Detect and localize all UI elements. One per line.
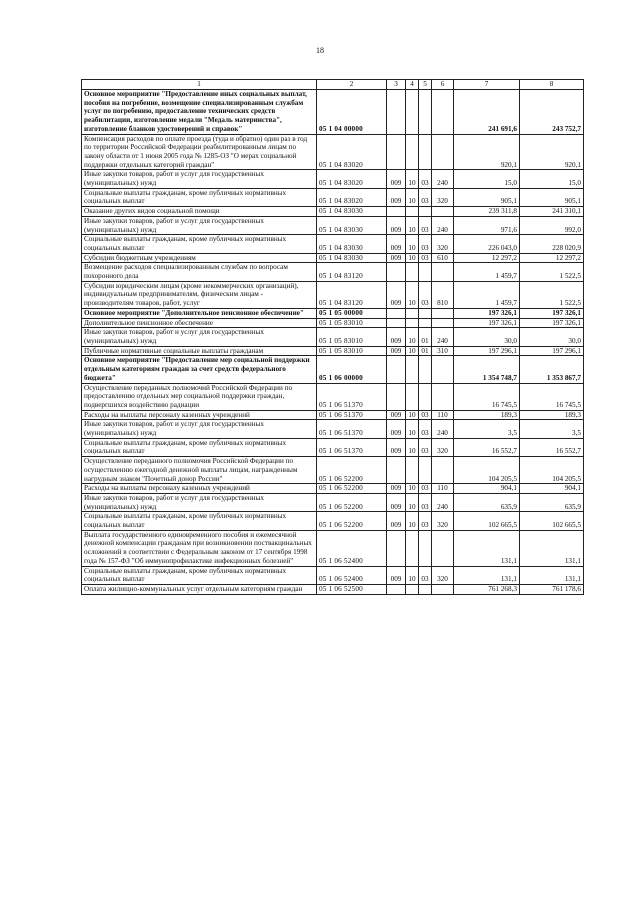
admin-code (387, 134, 406, 170)
table-row (82, 530, 584, 566)
expense-name: Иные закупки товаров, работ и услуг для государственных (муниципальных) нужд (82, 216, 317, 234)
subsection-code (419, 318, 432, 328)
target-code: 05 1 06 51370 (317, 420, 387, 438)
column-header: 5 (419, 80, 432, 90)
section-code (406, 263, 419, 281)
target-code: 05 1 06 52200 (317, 512, 387, 530)
amount-year-1: 102 665,5 (454, 512, 520, 530)
amount-year-1: 1 354 748,7 (454, 356, 520, 383)
target-code: 05 1 04 83020 (317, 134, 387, 170)
subsection-code (419, 134, 432, 170)
amount-year-1: 920,1 (454, 134, 520, 170)
amount-year-1: 971,6 (454, 216, 520, 234)
amount-year-1: 197 326,1 (454, 308, 520, 318)
section-code: 10 (406, 328, 419, 346)
expense-type-code: 320 (432, 188, 454, 206)
amount-year-2: 102 665,5 (520, 512, 584, 530)
admin-code: 009 (387, 512, 406, 530)
table-row (82, 235, 584, 253)
expense-name: Социальные выплаты гражданам, кроме публичных нормативных социальных выплат (82, 188, 317, 206)
table-row (82, 318, 584, 328)
target-code: 05 1 06 52400 (317, 530, 387, 566)
amount-year-2: 1 522,5 (520, 263, 584, 281)
page-number: 18 (316, 46, 324, 55)
section-code (406, 356, 419, 383)
target-code: 05 1 06 00000 (317, 356, 387, 383)
expense-name: Иные закупки товаров, работ и услуг для государственных (муниципальных) нужд (82, 170, 317, 188)
amount-year-1: 3,5 (454, 420, 520, 438)
subsection-code: 03 (419, 420, 432, 438)
amount-year-2: 3,5 (520, 420, 584, 438)
admin-code (387, 207, 406, 217)
subsection-code: 03 (419, 566, 432, 584)
table-row (82, 356, 584, 383)
column-header: 6 (432, 80, 454, 90)
subsection-code (419, 263, 432, 281)
expense-type-code: 320 (432, 566, 454, 584)
expense-name: Компенсация расходов по оплате проезда (туда и обратно) один раз в год по территории Российской Федерации реабилитированным лицам по закону области от 1 июня 2005 года № 1285-ОЗ "О мерах социальной поддержки отдельных категорий граждан" (82, 134, 317, 170)
target-code: 05 1 05 83010 (317, 328, 387, 346)
table-row (82, 134, 584, 170)
expense-name: Основное мероприятие "Предоставление иных социальных выплат, пособия на погребение, возмещение специализированным службам услуг по погребению, предоставление технических средств реабилитации, изготовление медали "Медаль материнства", изготовление бланков удостоверений и справок" (82, 90, 317, 135)
admin-code: 009 (387, 216, 406, 234)
expense-type-code (432, 318, 454, 328)
admin-code: 009 (387, 420, 406, 438)
subsection-code: 03 (419, 216, 432, 234)
amount-year-2: 228 020,9 (520, 235, 584, 253)
target-code: 05 1 05 83010 (317, 346, 387, 356)
expense-type-code (432, 207, 454, 217)
section-code: 10 (406, 484, 419, 494)
amount-year-1: 226 043,0 (454, 235, 520, 253)
expense-name: Социальные выплаты гражданам, кроме публичных нормативных социальных выплат (82, 566, 317, 584)
subsection-code: 03 (419, 170, 432, 188)
expense-type-code (432, 308, 454, 318)
amount-year-2: 905,1 (520, 188, 584, 206)
amount-year-2: 30,0 (520, 328, 584, 346)
subsection-code (419, 207, 432, 217)
admin-code: 009 (387, 188, 406, 206)
table-row (82, 420, 584, 438)
column-header: 7 (454, 80, 520, 90)
expense-name: Социальные выплаты гражданам, кроме публичных нормативных социальных выплат (82, 512, 317, 530)
amount-year-2: 241 310,1 (520, 207, 584, 217)
admin-code: 009 (387, 346, 406, 356)
amount-year-1: 189,3 (454, 410, 520, 420)
subsection-code: 03 (419, 410, 432, 420)
section-code (406, 90, 419, 135)
amount-year-2: 243 752,7 (520, 90, 584, 135)
target-code: 05 1 05 83010 (317, 318, 387, 328)
expense-name: Социальные выплаты гражданам, кроме публичных нормативных социальных выплат (82, 235, 317, 253)
admin-code: 009 (387, 438, 406, 456)
admin-code (387, 530, 406, 566)
admin-code (387, 457, 406, 484)
amount-year-1: 16 552,7 (454, 438, 520, 456)
expense-type-code (432, 584, 454, 594)
subsection-code (419, 530, 432, 566)
target-code: 05 1 04 83030 (317, 235, 387, 253)
expense-type-code: 320 (432, 512, 454, 530)
admin-code: 009 (387, 235, 406, 253)
expense-name: Иные закупки товаров, работ и услуг для государственных (муниципальных) нужд (82, 328, 317, 346)
admin-code: 009 (387, 328, 406, 346)
subsection-code: 03 (419, 188, 432, 206)
subsection-code: 01 (419, 328, 432, 346)
expense-type-code (432, 530, 454, 566)
budget-table (81, 79, 584, 595)
expense-name: Оказание других видов социальной помощи (82, 207, 317, 217)
table-row (82, 584, 584, 594)
subsection-code (419, 308, 432, 318)
target-code: 05 1 06 51370 (317, 383, 387, 410)
subsection-code: 03 (419, 253, 432, 263)
subsection-code: 03 (419, 493, 432, 511)
table-row (82, 188, 584, 206)
table-row (82, 308, 584, 318)
table-row (82, 90, 584, 135)
amount-year-2: 189,3 (520, 410, 584, 420)
table-row (82, 410, 584, 420)
table-row (82, 207, 584, 217)
table-row (82, 484, 584, 494)
section-code: 10 (406, 188, 419, 206)
table-row (82, 512, 584, 530)
subsection-code: 03 (419, 235, 432, 253)
table-row (82, 263, 584, 281)
section-code: 10 (406, 216, 419, 234)
column-header: 3 (387, 80, 406, 90)
amount-year-2: 761 178,6 (520, 584, 584, 594)
table-row (82, 328, 584, 346)
section-code: 10 (406, 410, 419, 420)
target-code: 05 1 06 51370 (317, 438, 387, 456)
subsection-code (419, 356, 432, 383)
target-code: 05 1 04 83020 (317, 170, 387, 188)
amount-year-1: 30,0 (454, 328, 520, 346)
amount-year-1: 104 205,5 (454, 457, 520, 484)
column-header: 1 (82, 80, 317, 90)
table-row (82, 493, 584, 511)
table-row (82, 346, 584, 356)
expense-name: Публичные нормативные социальные выплаты гражданам (82, 346, 317, 356)
section-code (406, 207, 419, 217)
amount-year-1: 197 326,1 (454, 318, 520, 328)
expense-name: Иные закупки товаров, работ и услуг для государственных (муниципальных) нужд (82, 420, 317, 438)
admin-code: 009 (387, 484, 406, 494)
table-row (82, 170, 584, 188)
expense-name: Основное мероприятие "Предоставление мер социальной поддержки отдельным категориям граждан за счет средств федерального бюджета" (82, 356, 317, 383)
section-code: 10 (406, 438, 419, 456)
expense-name: Иные закупки товаров, работ и услуг для государственных (муниципальных) нужд (82, 493, 317, 511)
amount-year-2: 1 353 867,7 (520, 356, 584, 383)
target-code: 05 1 04 00000 (317, 90, 387, 135)
amount-year-2: 992,0 (520, 216, 584, 234)
amount-year-1: 197 296,1 (454, 346, 520, 356)
table-row (82, 457, 584, 484)
target-code: 05 1 06 51370 (317, 410, 387, 420)
column-header: 4 (406, 80, 419, 90)
target-code: 05 1 04 83030 (317, 216, 387, 234)
expense-name: Субсидии бюджетным учреждениям (82, 253, 317, 263)
admin-code: 009 (387, 170, 406, 188)
target-code: 05 1 06 52200 (317, 484, 387, 494)
expense-type-code (432, 457, 454, 484)
expense-name: Выплата государственного единовременного пособия и ежемесячной денежной компенсации гражданам при возникновении поствакцинальных осложнений в соответствии с Федеральным законом от 17 сентября 1998 года № 157-ФЗ "Об иммунопрофилактике инфекционных болезней" (82, 530, 317, 566)
amount-year-2: 16 745,5 (520, 383, 584, 410)
target-code: 05 1 04 83030 (317, 207, 387, 217)
amount-year-2: 197 296,1 (520, 346, 584, 356)
admin-code (387, 90, 406, 135)
amount-year-1: 635,9 (454, 493, 520, 511)
admin-code (387, 263, 406, 281)
amount-year-2: 131,1 (520, 566, 584, 584)
admin-code (387, 308, 406, 318)
expense-type-code: 810 (432, 281, 454, 308)
table-row (82, 281, 584, 308)
expense-type-code: 320 (432, 235, 454, 253)
admin-code: 009 (387, 566, 406, 584)
column-number-row (82, 80, 584, 90)
subsection-code: 03 (419, 281, 432, 308)
table-row (82, 216, 584, 234)
section-code: 10 (406, 281, 419, 308)
section-code (406, 584, 419, 594)
section-code (406, 318, 419, 328)
amount-year-2: 16 552,7 (520, 438, 584, 456)
amount-year-2: 1 522,5 (520, 281, 584, 308)
amount-year-1: 16 745,5 (454, 383, 520, 410)
section-code: 10 (406, 566, 419, 584)
expense-name: Расходы на выплаты персоналу казенных учреждений (82, 410, 317, 420)
expense-name: Социальные выплаты гражданам, кроме публичных нормативных социальных выплат (82, 438, 317, 456)
amount-year-2: 12 297,2 (520, 253, 584, 263)
expense-type-code: 240 (432, 216, 454, 234)
admin-code (387, 383, 406, 410)
section-code (406, 134, 419, 170)
section-code (406, 530, 419, 566)
subsection-code (419, 584, 432, 594)
table-row (82, 438, 584, 456)
expense-type-code: 240 (432, 420, 454, 438)
expense-name: Дополнительное пенсионное обеспечение (82, 318, 317, 328)
section-code: 10 (406, 512, 419, 530)
amount-year-2: 15,0 (520, 170, 584, 188)
expense-type-code: 240 (432, 493, 454, 511)
expense-type-code (432, 263, 454, 281)
admin-code: 009 (387, 253, 406, 263)
expense-type-code (432, 356, 454, 383)
amount-year-1: 131,1 (454, 530, 520, 566)
section-code (406, 457, 419, 484)
target-code: 05 1 04 83120 (317, 263, 387, 281)
amount-year-1: 239 311,8 (454, 207, 520, 217)
expense-name: Осуществление переданного полномочия Российской Федерации по осуществлению ежегодной денежной выплаты лицам, награжденным нагрудным знаком "Почетный донор России" (82, 457, 317, 484)
admin-code (387, 356, 406, 383)
section-code (406, 383, 419, 410)
subsection-code (419, 383, 432, 410)
expense-type-code: 320 (432, 438, 454, 456)
column-header: 8 (520, 80, 584, 90)
target-code: 05 1 06 52400 (317, 566, 387, 584)
target-code: 05 1 06 52500 (317, 584, 387, 594)
amount-year-2: 904,1 (520, 484, 584, 494)
section-code: 10 (406, 420, 419, 438)
subsection-code (419, 90, 432, 135)
table-row (82, 253, 584, 263)
table-row (82, 566, 584, 584)
expense-type-code (432, 383, 454, 410)
section-code: 10 (406, 170, 419, 188)
amount-year-2: 635,9 (520, 493, 584, 511)
amount-year-2: 197 326,1 (520, 308, 584, 318)
expense-type-code: 240 (432, 170, 454, 188)
amount-year-2: 131,1 (520, 530, 584, 566)
target-code: 05 1 06 52200 (317, 493, 387, 511)
admin-code: 009 (387, 410, 406, 420)
expense-type-code: 610 (432, 253, 454, 263)
expense-type-code: 240 (432, 328, 454, 346)
subsection-code (419, 457, 432, 484)
expense-type-code: 310 (432, 346, 454, 356)
amount-year-1: 905,1 (454, 188, 520, 206)
subsection-code: 03 (419, 438, 432, 456)
expense-type-code: 110 (432, 410, 454, 420)
amount-year-1: 761 268,3 (454, 584, 520, 594)
amount-year-1: 904,1 (454, 484, 520, 494)
target-code: 05 1 05 00000 (317, 308, 387, 318)
expense-name: Основное мероприятие "Дополнительное пенсионное обеспечение" (82, 308, 317, 318)
admin-code (387, 318, 406, 328)
expense-name: Расходы на выплаты персоналу казенных учреждений (82, 484, 317, 494)
subsection-code: 01 (419, 346, 432, 356)
amount-year-1: 131,1 (454, 566, 520, 584)
amount-year-1: 1 459,7 (454, 281, 520, 308)
section-code: 10 (406, 253, 419, 263)
table-row (82, 383, 584, 410)
amount-year-1: 241 691,6 (454, 90, 520, 135)
amount-year-2: 197 326,1 (520, 318, 584, 328)
section-code: 10 (406, 235, 419, 253)
admin-code: 009 (387, 281, 406, 308)
target-code: 05 1 04 83030 (317, 253, 387, 263)
expense-name: Субсидии юридическим лицам (кроме некоммерческих организаций), индивидуальным предпринимателям, физическим лицам - производителям товаров, работ, услуг (82, 281, 317, 308)
admin-code: 009 (387, 493, 406, 511)
expense-name: Оплата жилищно-коммунальных услуг отдельным категориям граждан (82, 584, 317, 594)
expense-name: Осуществление переданных полномочий Российской Федерации по предоставлению отдельных мер социальной поддержки граждан, подвергшихся воздействию радиации (82, 383, 317, 410)
section-code: 10 (406, 493, 419, 511)
target-code: 05 1 06 52200 (317, 457, 387, 484)
amount-year-2: 920,1 (520, 134, 584, 170)
target-code: 05 1 04 83120 (317, 281, 387, 308)
amount-year-1: 12 297,2 (454, 253, 520, 263)
amount-year-1: 15,0 (454, 170, 520, 188)
target-code: 05 1 04 83020 (317, 188, 387, 206)
expense-type-code: 110 (432, 484, 454, 494)
amount-year-1: 1 459,7 (454, 263, 520, 281)
subsection-code: 03 (419, 512, 432, 530)
expense-type-code (432, 90, 454, 135)
expense-type-code (432, 134, 454, 170)
admin-code (387, 584, 406, 594)
section-code: 10 (406, 346, 419, 356)
expense-name: Возмещение расходов специализированным службам по вопросам похоронного дела (82, 263, 317, 281)
subsection-code: 03 (419, 484, 432, 494)
column-header: 2 (317, 80, 387, 90)
amount-year-2: 104 205,5 (520, 457, 584, 484)
section-code (406, 308, 419, 318)
